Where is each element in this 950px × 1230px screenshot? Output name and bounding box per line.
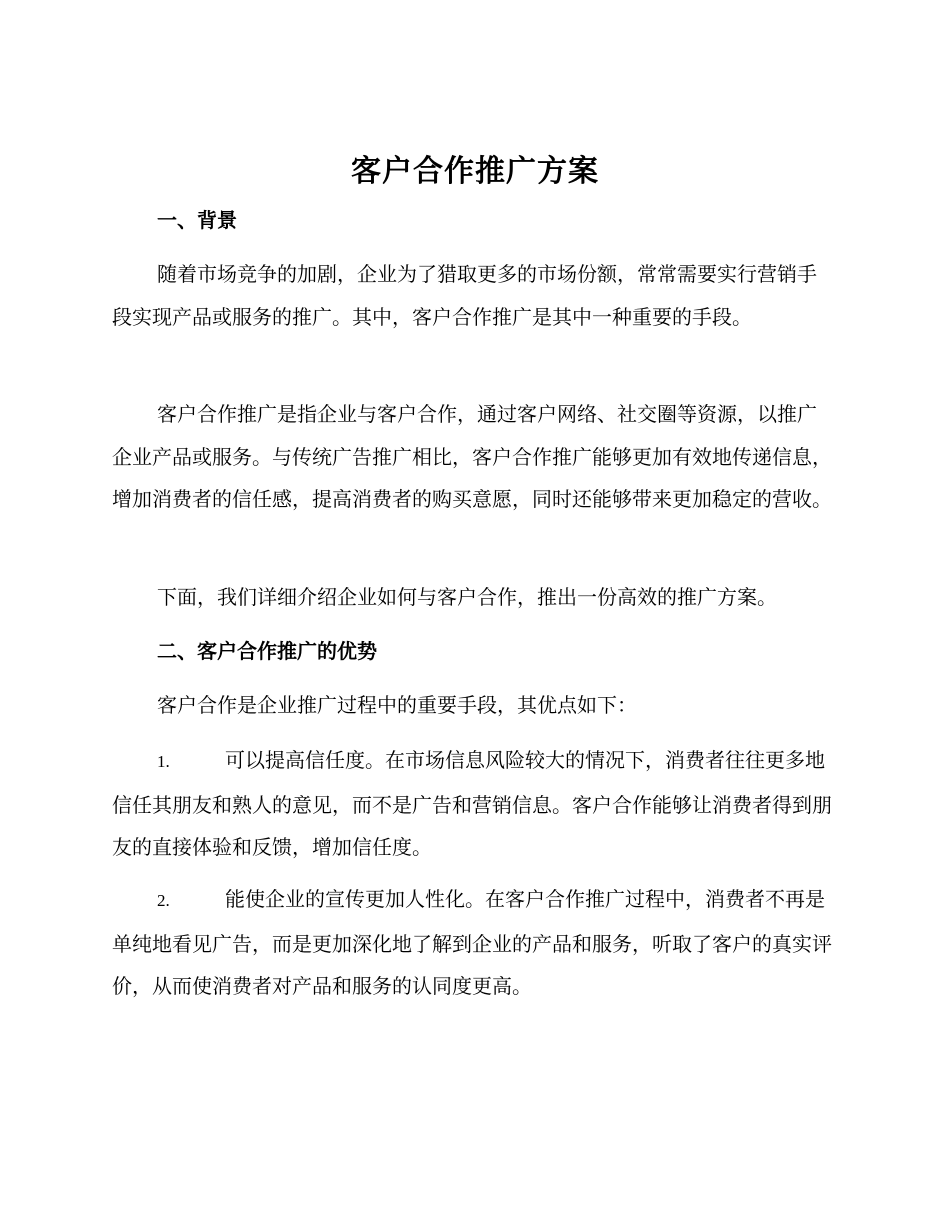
advantage-text: 能使企业的宣传更加人性化。在客户合作推广过程中，消费者不再是单纯地看见广告，而是更加深化地了解到企业的产品和服务，听取了客户的真实评价，从而使消费者对产品和服务的认同度更高。: [112, 887, 832, 998]
background-paragraph-1: 随着市场竞争的加剧，企业为了猎取更多的市场份额，常常需要实行营销手段实现产品或服务的推广。其中，客户合作推广是其中一种重要的手段。: [112, 262, 817, 329]
advantage-text: 可以提高信任度。在市场信息风险较大的情况下，消费者往往更多地信任其朋友和熟人的意见，而不是广告和营销信息。客户合作能够让消费者得到朋友的直接体验和反馈，增加信任度。: [112, 748, 832, 859]
section-heading-background: 一、背景: [157, 208, 237, 232]
advantage-item-1: [112, 739, 836, 869]
background-paragraph-3: 下面，我们详细介绍企业如何与客户合作，推出一份高效的推广方案。: [157, 585, 777, 609]
section-heading-advantages: 二、客户合作推广的优势: [157, 639, 377, 663]
document-title: 客户合作推广方案: [351, 154, 599, 189]
list-number: 1.: [157, 752, 170, 771]
background-paragraph-2: 客户合作推广是指企业与客户合作，通过客户网络、社交圈等资源，以推广企业产品或服务。与传统广告推广相比，客户合作推广能够更加有效地传递信息，增加消费者的信任感，提高消费者的购买意愿，同时还能够带来更加稳定的营收。: [112, 402, 832, 511]
list-number: 2.: [157, 891, 170, 910]
advantage-item-2: [112, 878, 836, 1008]
advantages-intro: 客户合作是企业推广过程中的重要手段，其优点如下：: [157, 693, 637, 717]
